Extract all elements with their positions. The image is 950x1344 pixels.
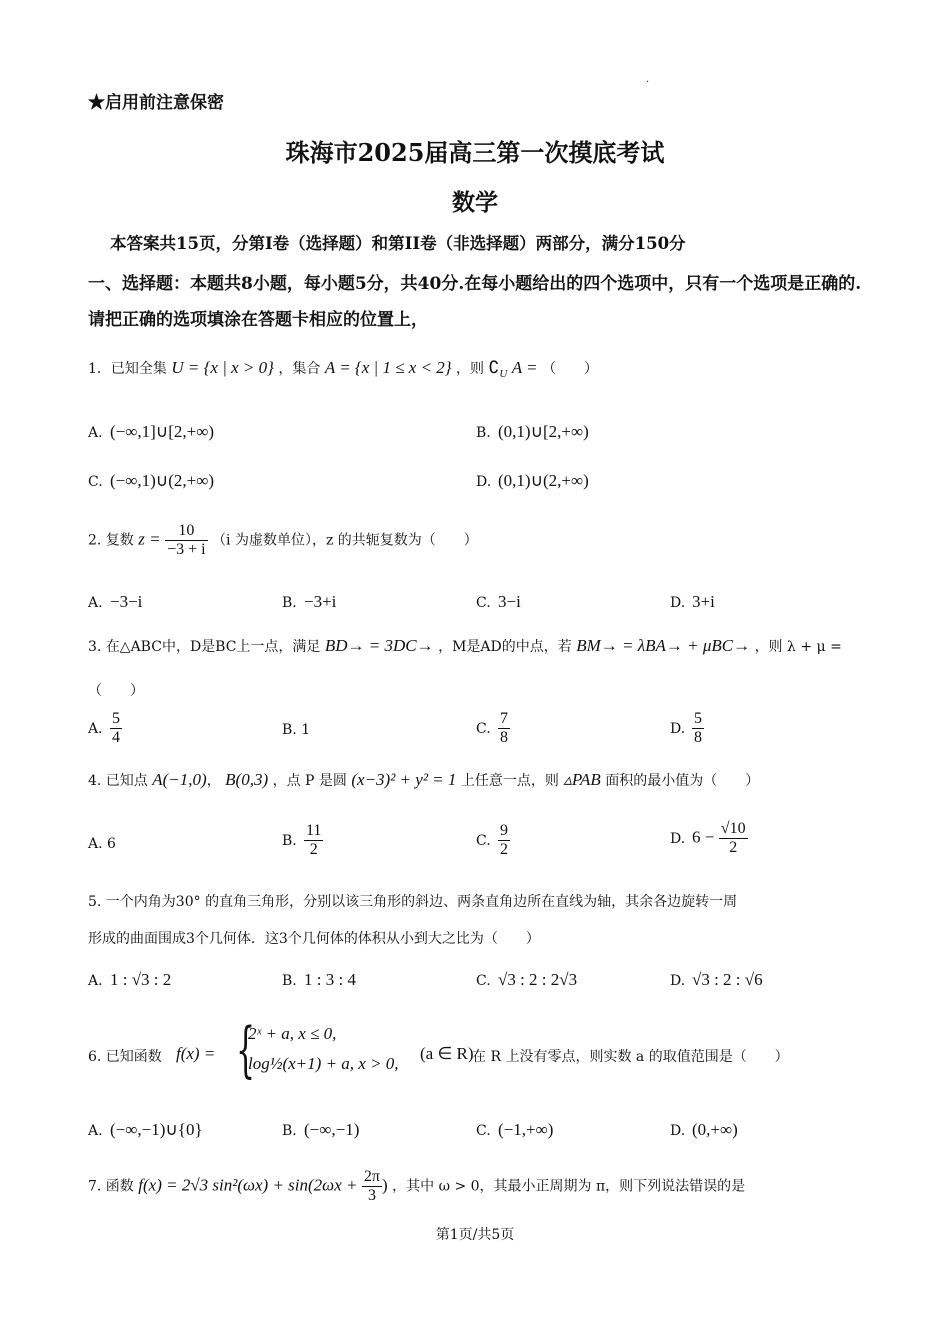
q3-vector-1: BD→ = 3DC→ (324, 636, 434, 655)
q2-option-a[interactable] (88, 592, 142, 612)
q7-close-paren: ) (382, 1175, 388, 1195)
fraction-denominator: 4 (112, 729, 120, 746)
q1-complement-sub: U (499, 367, 508, 380)
q6-stem-b: 在 R 上没有零点，则实数 a 的取值范围是（ ） (472, 1049, 789, 1065)
option-text: (0,+∞) (692, 1120, 738, 1139)
option-label: B. (282, 832, 297, 849)
option-label: D. (670, 720, 686, 737)
option-label: D. (476, 474, 492, 490)
option-label: D. (670, 1123, 686, 1139)
q6-fx: f(x) = (176, 1044, 216, 1063)
fraction-numerator: 5 (694, 710, 702, 727)
option-fraction (304, 822, 323, 859)
q6-condition: (a ∈ R) (420, 1044, 474, 1063)
option-text: (0,1)∪[2,+∞) (498, 422, 589, 441)
option-text: 1 : √3 : 2 (110, 970, 172, 989)
option-text: (−∞,−1) (304, 1120, 360, 1139)
q3-stem: 3. 在△ABC中，D是BC上一点，满足 (88, 639, 321, 655)
q3-stem-c: ，则 λ + μ = (754, 639, 842, 655)
q5-option-b[interactable] (282, 970, 356, 990)
fraction-numerator: 9 (500, 822, 508, 839)
q4-stem-b: ，点 P 是圆 (272, 773, 347, 789)
q1-stem-c: ，则 (456, 361, 485, 377)
q2-z-eq: z = (138, 529, 161, 549)
option-label: C. (476, 832, 491, 849)
q2-numerator: 10 (165, 522, 208, 541)
q6-function-label (176, 1044, 215, 1064)
stray-dot: . (646, 74, 650, 85)
option-prefix: 6 − (692, 827, 715, 847)
question-2 (88, 522, 478, 559)
option-label: C. (476, 973, 491, 989)
option-label: B. (476, 425, 491, 441)
fraction-numerator: 7 (500, 710, 508, 727)
q6-brace: { (236, 1015, 256, 1085)
q5-line-1: 5. 一个内角为30° 的直角三角形，分别以该三角形的斜边、两条直角边所在直线为轴，其余各边旋转一周 (88, 894, 738, 910)
q1-stem-a: 1．已知全集 (88, 361, 167, 377)
q2-option-d[interactable] (670, 592, 715, 612)
q6-option-a[interactable] (88, 1120, 203, 1140)
option-fraction (498, 710, 510, 747)
option-text: √3 : 2 : 2√3 (498, 970, 578, 989)
option-label: C. (476, 1123, 491, 1139)
option-text: 3−i (498, 592, 521, 611)
q2-option-c[interactable] (476, 592, 521, 612)
fraction-denominator: 2 (729, 839, 738, 856)
q3-option-b[interactable] (282, 722, 310, 738)
q3-answer-blank: （ ） (88, 683, 144, 699)
q4-option-b[interactable] (282, 822, 323, 859)
option-label: A. (88, 1123, 103, 1139)
option-label: A． (88, 720, 113, 737)
q1-answer-blank: （ ） (542, 361, 598, 377)
q7-function: f(x) = 2√3 sin²(ωx) + sin(2ωx + (138, 1175, 358, 1195)
exam-intro: 本答案共15页，分第I卷（选择题）和第II卷（非选择题）两部分，满分150分 (110, 234, 686, 253)
q6-option-d[interactable] (670, 1120, 738, 1140)
option-label: A. 6 (88, 836, 116, 852)
option-label: A. (88, 595, 103, 611)
option-fraction (110, 710, 122, 747)
q3-option-d[interactable] (670, 710, 704, 747)
option-text: (−1,+∞) (498, 1120, 554, 1139)
q2-option-b[interactable] (282, 592, 336, 612)
q5-line-2: 形成的曲面围成3个几何体．这3个几何体的体积从小到大之比为（ ） (88, 931, 540, 947)
option-text: −3+i (304, 592, 337, 611)
q2-stem-a: 2. 复数 (88, 532, 134, 549)
fraction-denominator: 8 (500, 729, 508, 746)
q6-option-c[interactable] (476, 1120, 553, 1140)
q1-set-u: U = {x | x > 0} (171, 358, 274, 377)
section-instructions: 一、选择题：本题共8小题，每小题5分，共40分.在每小题给出的四个选项中，只有一个选项是正确的.请把正确的选项填涂在答题卡相应的位置上， (88, 274, 862, 330)
q4-triangle: ▵PAB (563, 770, 601, 789)
q6-option-b[interactable] (282, 1120, 359, 1140)
q7-fraction (362, 1168, 382, 1205)
option-label: C. (476, 595, 491, 611)
q2-stem-b: （i 为虚数单位），z 的共轭复数为（ ） (212, 532, 478, 549)
option-label: A. (88, 973, 103, 989)
option-label: C. (476, 720, 491, 737)
q7-numerator: 2π (363, 1168, 380, 1185)
option-text: (−∞,1]∪[2,+∞) (110, 422, 215, 441)
option-fraction (719, 820, 748, 857)
question-4: 4. 已知点 A(−1,0)， B(0,3) ，点 P 是圆 (x−3)² + y² = 1 上任意一点，则 ▵PAB 面积的最小值为（ ） (88, 770, 760, 789)
page-footer: 第1页/共5页 (435, 1227, 515, 1243)
option-text: (0,1)∪(2,+∞) (498, 471, 589, 490)
q4-option-c[interactable] (476, 822, 510, 859)
option-label: B. (282, 973, 297, 989)
secret-notice: ★启用前注意保密 (88, 93, 224, 113)
q1-option-b[interactable] (476, 422, 589, 442)
option-fraction (692, 710, 704, 747)
option-text: (−∞,1)∪(2,+∞) (110, 471, 215, 490)
q7-denominator: 3 (367, 1187, 376, 1204)
q5-option-d[interactable] (670, 970, 763, 990)
q3-option-c[interactable] (476, 710, 510, 747)
q1-option-c[interactable] (88, 471, 214, 491)
q1-complement: ∁ (488, 358, 500, 377)
fraction-denominator: 2 (309, 841, 318, 858)
q5-option-c[interactable] (476, 970, 577, 990)
q1-set-a: A = {x | 1 ≤ x < 2} (324, 358, 452, 377)
q1-complement-tail: A = (511, 358, 538, 377)
subject-title: 数学 (452, 189, 498, 216)
option-label: B. (282, 595, 297, 611)
q3-stem-b: ，M是AD的中点，若 (438, 639, 572, 655)
q5-option-a[interactable] (88, 970, 171, 990)
q1-option-d[interactable] (476, 471, 589, 491)
q4-point-b: B(0,3) (225, 770, 269, 789)
question-1 (88, 358, 598, 380)
fraction-denominator: 8 (694, 729, 702, 746)
question-3 (88, 636, 842, 656)
option-label: D. (670, 830, 686, 847)
q6-case-1: 2ˣ + a, x ≤ 0, (248, 1024, 337, 1043)
q7-stem-b: ，其中 ω > 0，其最小正周期为 π，则下列说法错误的是 (392, 1178, 746, 1195)
q6-case-2: log½(x+1) + a, x > 0, (248, 1054, 399, 1073)
option-label: B. 1 (282, 722, 311, 738)
option-label: D. (670, 595, 686, 611)
question-7 (88, 1168, 745, 1205)
q4-stem-c: 上任意一点，则 (460, 773, 559, 789)
option-label: C. (88, 474, 103, 490)
q2-fraction (165, 522, 208, 559)
fraction-numerator: √10 (720, 820, 746, 837)
q2-denominator: −3 + i (167, 541, 206, 558)
option-fraction (498, 822, 510, 859)
q3-option-a[interactable] (88, 710, 122, 747)
q4-option-d[interactable] (670, 820, 748, 857)
fraction-numerator: 5 (112, 710, 120, 727)
option-text: (−∞,−1)∪{0} (110, 1120, 203, 1139)
option-label: A. (88, 425, 103, 441)
exam-title: 珠海市2025届高三第一次摸底考试 (285, 138, 665, 167)
q3-vector-2: BM→ = λBA→ + μBC→ (576, 636, 751, 655)
option-text: √3 : 2 : √6 (692, 970, 763, 989)
fraction-numerator: 11 (306, 822, 322, 839)
q6-stem-a: 6. 已知函数 (88, 1049, 162, 1065)
q1-stem-b: ，集合 (278, 361, 321, 377)
option-text: 1 : 3 : 4 (304, 970, 356, 989)
q4-stem-d: 面积的最小值为（ ） (605, 773, 760, 789)
q4-point-a: A(−1,0) (152, 770, 207, 789)
q4-option-a[interactable] (88, 836, 116, 852)
option-label: B. (282, 1123, 297, 1139)
q4-stem-a: 4. 已知点 (88, 773, 148, 789)
option-label: D. (670, 973, 686, 989)
option-text: −3−i (110, 592, 143, 611)
q7-stem-a: 7. 函数 (88, 1178, 134, 1195)
q4-circle: (x−3)² + y² = 1 (351, 770, 457, 789)
q1-option-a[interactable] (88, 422, 214, 442)
option-text: 3+i (692, 592, 715, 611)
fraction-denominator: 2 (500, 841, 508, 858)
